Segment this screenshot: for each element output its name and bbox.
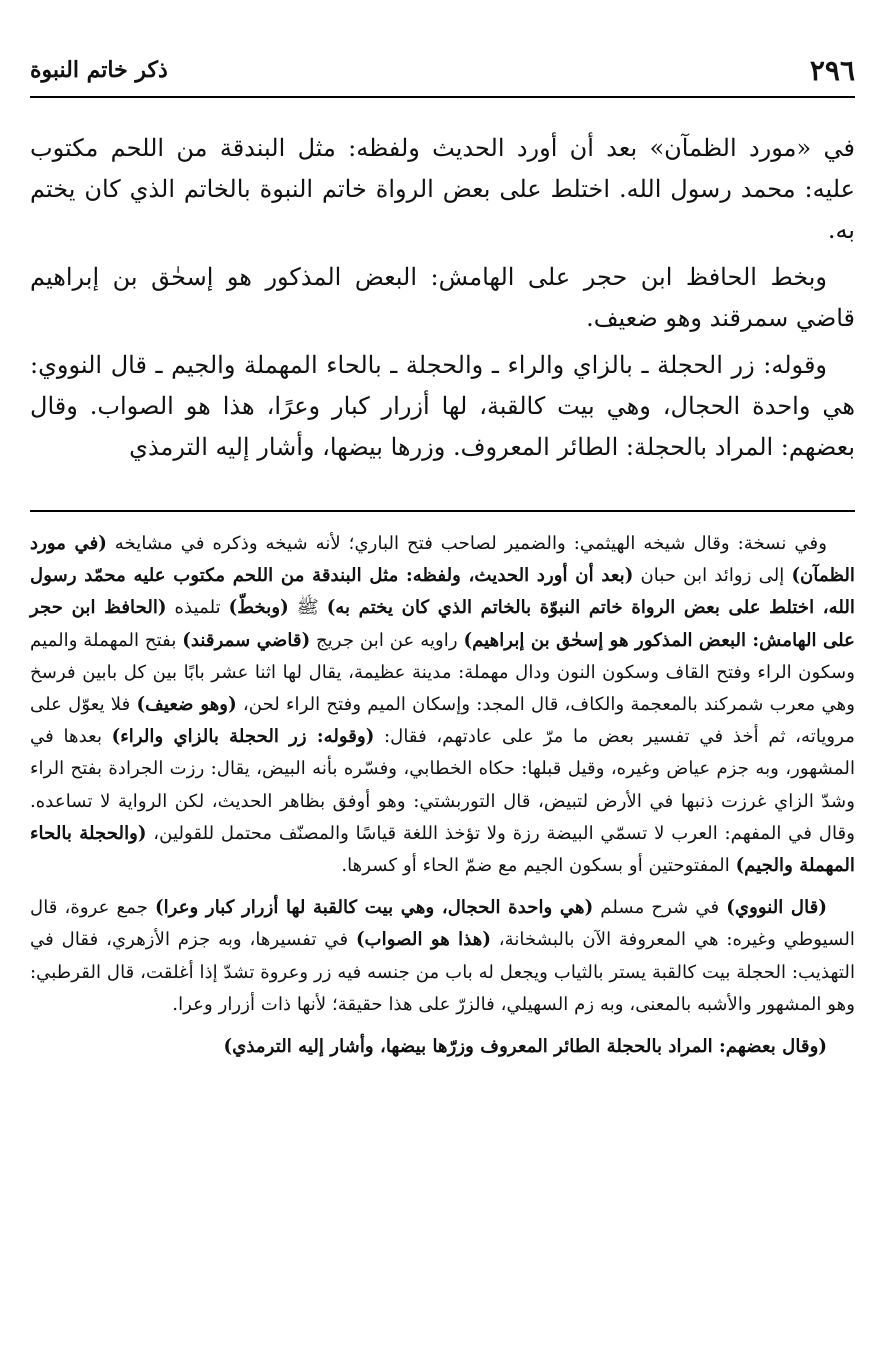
footnote-paragraph-2 xyxy=(30,892,855,1021)
footnote-paragraph-1 xyxy=(30,528,855,882)
footnote-text: في تفسيرها، وبه جزم الأزهري، فقال في التهذيب: الحجلة بيت كالقبة يستر بالثياب ويجعل له باب من جنسه فيه زر وعروة تشدّ إذا أغلقت، قال القرطبي: وهو المشهور والأشبه بالمعنى، وبه زم السهيلي، فالزرّ على هذا حقيقة؛ لأنها ذات أزرار وعرا. xyxy=(30,929,855,1015)
running-title: ذكر خاتم النبوة xyxy=(30,57,168,83)
running-header xyxy=(30,50,855,98)
footnotes xyxy=(30,528,855,1073)
main-text xyxy=(30,128,855,474)
footnote-bold-quote: (هي واحدة الحجال، وهي بيت كالقبة لها أزرار كبار وعرا) xyxy=(155,897,594,919)
main-paragraph-2: وبخط الحافظ ابن حجر على الهامش: البعض المذكور هو إسحٰق بن إبراهيم قاضي سمرقند وهو ضعيف. xyxy=(30,263,855,332)
footnote-bold-quote: (قاضي سمرقند) xyxy=(182,629,311,651)
footnote-text: بعدها في المشهور، وبه جزم عياض وغيره، وقيل قبلها: حكاه الخطابي، وفسّره بأنه البيض، يقال: رزت الجرادة بفتح الراء وشدّ الزاي غرزت ذنبها في الأرض لتبيض، قال التوربشتي: وهو أوفق بظاهر الحديث، لكن الرواية لا تساعده. وقال في المفهم: العرب لا تسمّي البيضة رزة ولا تؤخذ اللغة قياسًا والمصنّف محتمل للقولين، xyxy=(30,726,855,844)
footnote-text: المفتوحتين أو بسكون الجيم مع ضمّ الحاء أو كسرها. xyxy=(341,855,736,877)
footnote-bold-quote: (وبخطّ) xyxy=(228,597,289,619)
footnote-bold-quote: (بعد أن أورد الحديث، ولفظه: مثل البندقة من اللحم مكتوب عليه محمّد رسول الله، اختلط على بعض الرواة خاتم النبوّة بالخاتم الذي كان يختم به) xyxy=(30,565,855,619)
footnote-bold-quote: (وقال بعضهم: المراد بالحجلة الطائر المعروف وزرّها بيضها، وأشار إليه الترمذي) xyxy=(223,1036,827,1058)
footnote-text: إلى زوائد ابن حبان xyxy=(633,565,792,587)
footnote-text: في شرح مسلم xyxy=(593,897,727,919)
footnote-text: فلا يعوّل على مروياته، ثم أخذ في تفسير بعض ما مرّ على عادتهم، فقال: xyxy=(30,694,855,748)
salawat-symbol: ﷺ xyxy=(288,597,327,619)
footnote-bold-quote: (هذا هو الصواب) xyxy=(355,929,491,951)
footnote-text: تلميذه xyxy=(166,597,229,619)
footnote-bold-quote: (والحجلة بالحاء المهملة والجيم) xyxy=(30,822,855,877)
footnote-text: بفتح المهملة والميم وسكون الراء وفتح القاف وسكون النون ودال مهملة: مدينة عظيمة، يقال لها اثنا عشر بابًا بين كل بابين فرسخ وهي معرب شمركند بالمعجمة والكاف، قال المجد: وإسكان الميم وفتح الراء لحن، xyxy=(30,629,855,716)
footnote-bold-quote: (وهو ضعيف) xyxy=(136,694,237,716)
footnote-bold-quote: (الحافظ ابن حجر على الهامش: البعض المذكور هو إسحٰق بن إبراهيم) xyxy=(30,597,855,651)
footnote-paragraph-3 xyxy=(30,1031,855,1063)
footnote-text: راويه عن ابن جريج xyxy=(310,629,464,651)
footnote-text: وفي نسخة: وقال شيخه الهيثمي: والضمير لصاحب فتح الباري؛ لأنه شيخه وذكره في مشايخه xyxy=(106,533,827,554)
footnote-divider xyxy=(30,510,855,512)
page-number: ٢٩٦ xyxy=(809,53,855,87)
main-paragraph-3: وقوله: زر الحجلة ـ بالزاي والراء ـ والحجلة ـ بالحاء المهملة والجيم ـ قال النووي: هي واحدة الحجال، وهي بيت كالقبة، لها أزرار كبار وعرًا، هذا هو الصواب. وقال بعضهم: المراد بالحجلة: الطائر المعروف. وزرها بيضها، وأشار إليه الترمذي xyxy=(30,351,855,461)
main-paragraph-1: في «مورد الظمآن» بعد أن أورد الحديث ولفظه: مثل البندقة من اللحم مكتوب عليه: محمد رسول الله. اختلط على بعض الرواة خاتم النبوة بالخاتم الذي كان يختم به. xyxy=(30,134,856,244)
footnote-bold-quote: (وقوله: زر الحجلة بالزاي والراء) xyxy=(111,726,375,748)
footnote-text: جمع عروة، قال السيوطي وغيره: هي المعروفة الآن بالبشخانة، xyxy=(30,897,855,951)
footnote-bold-quote: (قال النووي) xyxy=(726,897,827,919)
footnote-bold-quote: (في مورد الظمآن) xyxy=(30,533,855,587)
